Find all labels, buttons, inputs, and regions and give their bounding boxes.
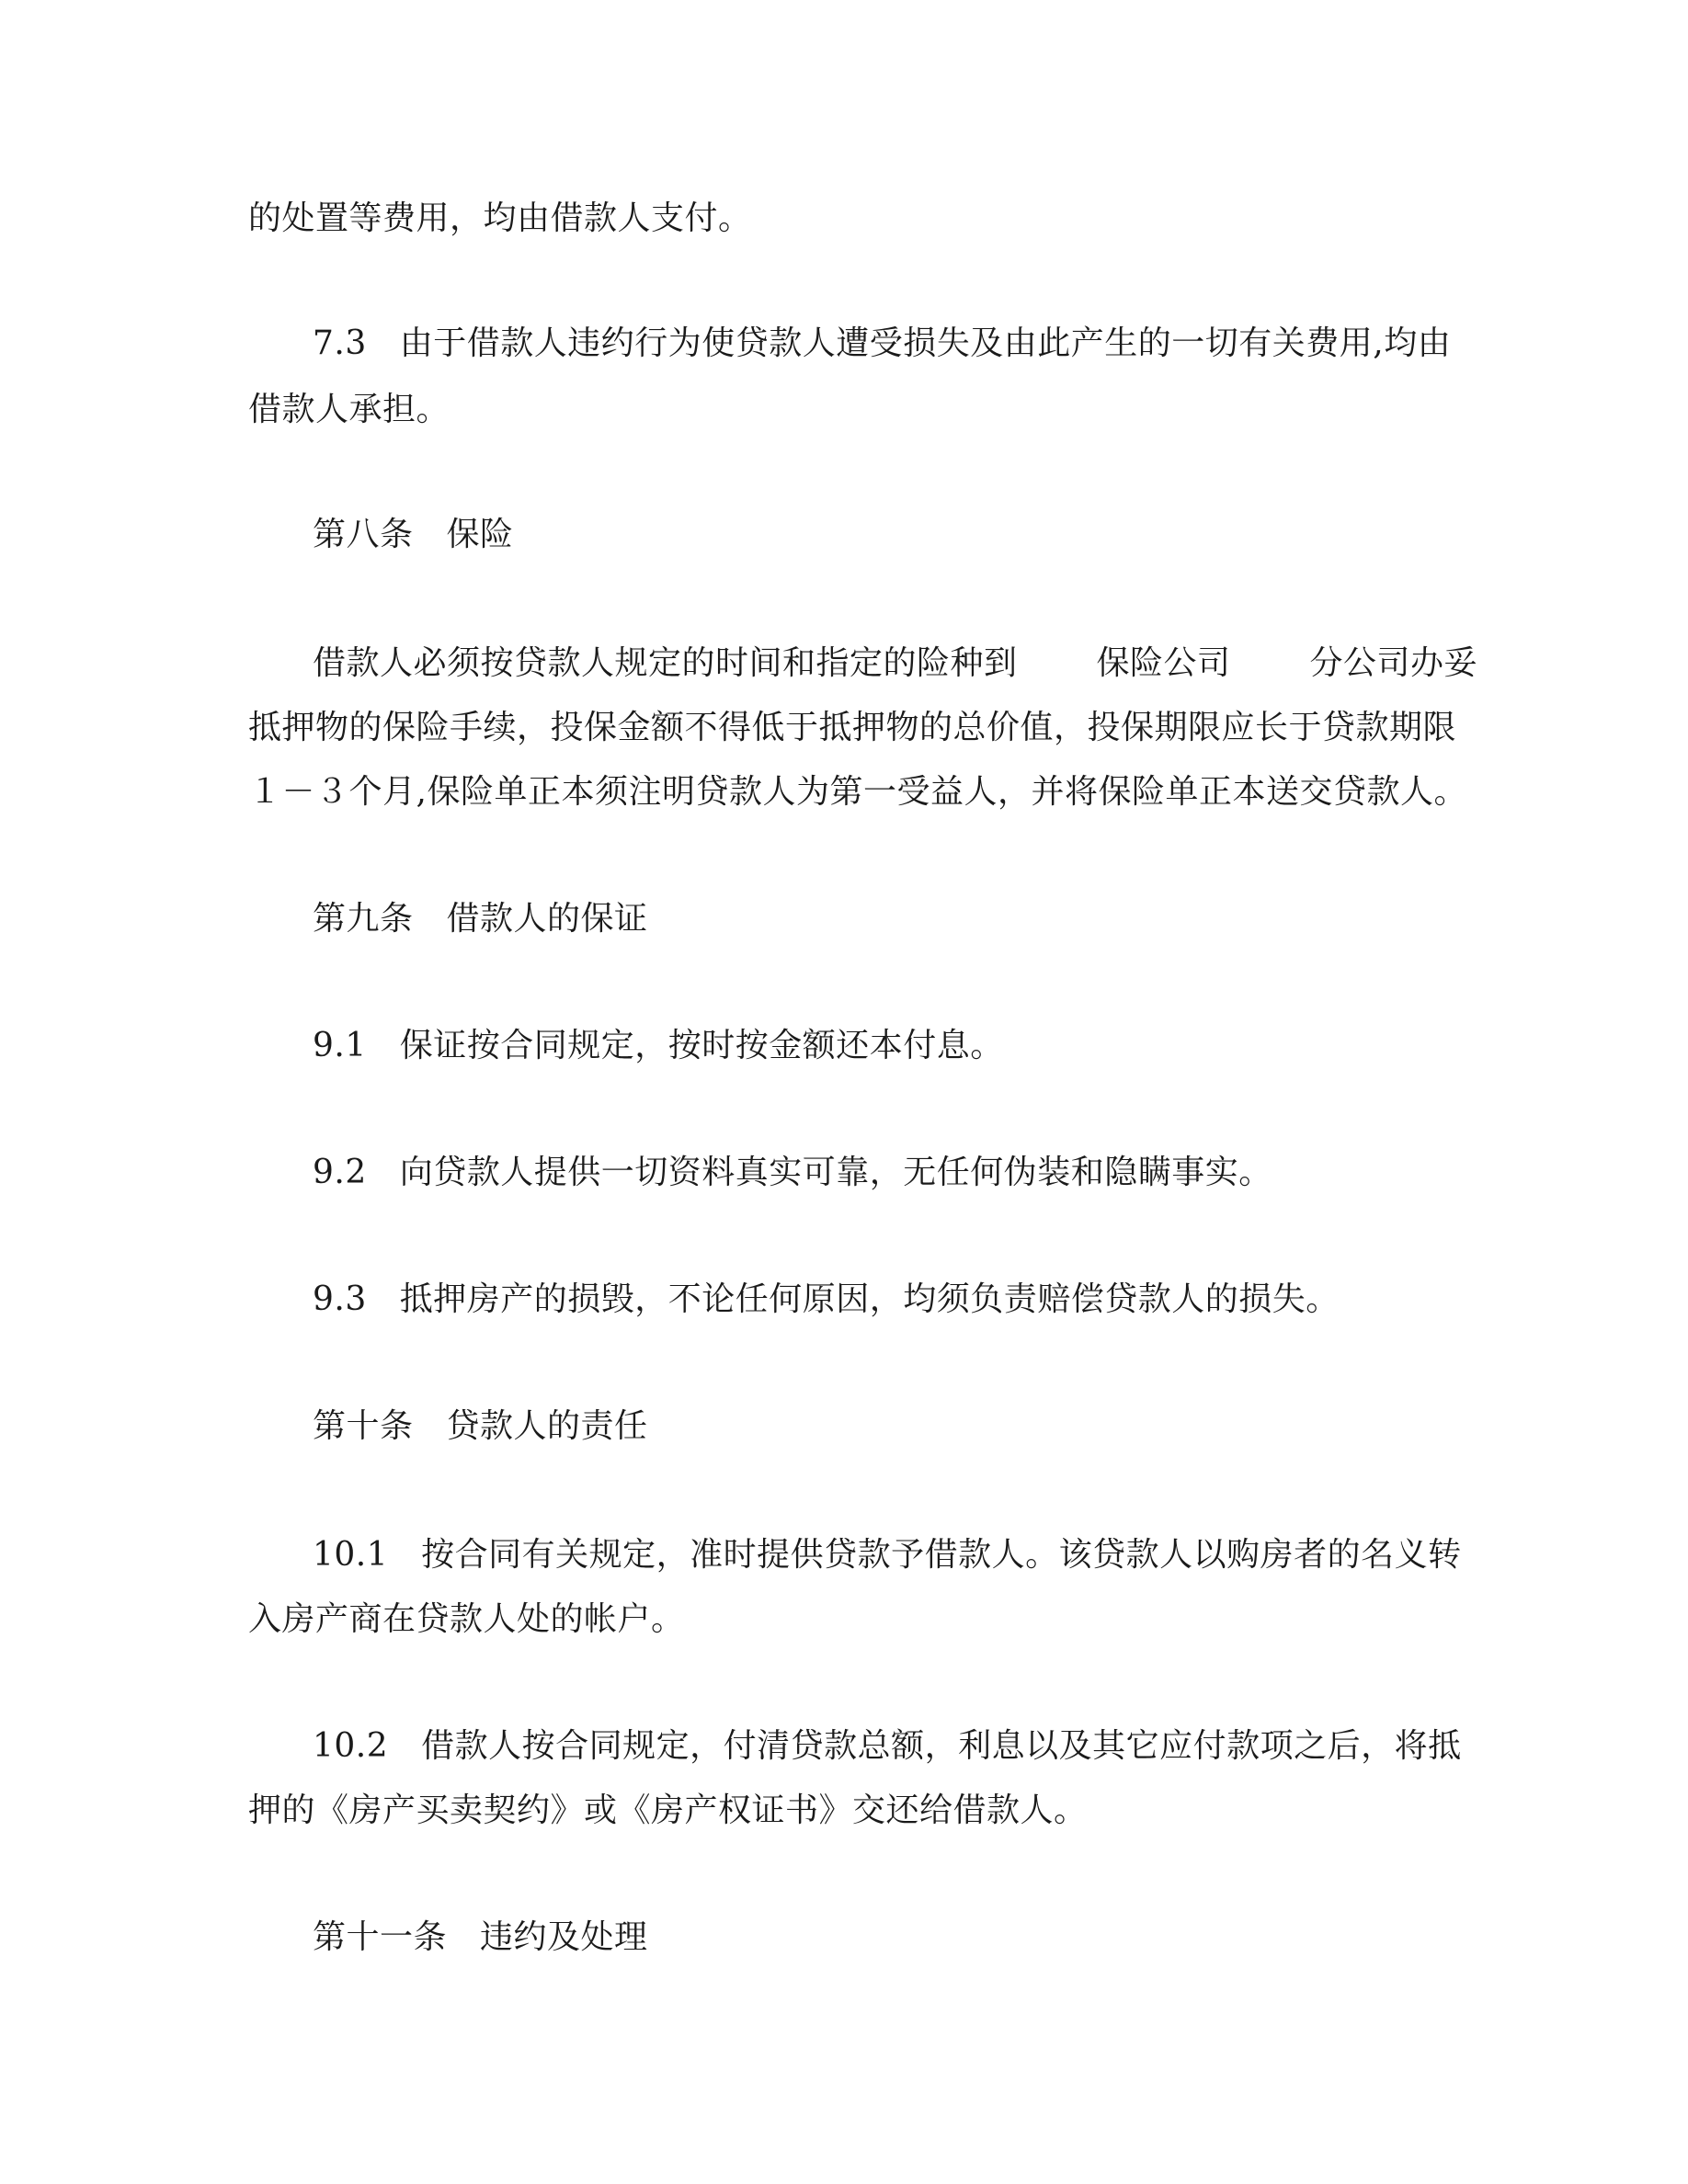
clause-text: 保证按合同规定，按时按金额还本付息。 bbox=[399, 1027, 1004, 1064]
clause-text: 向贷款人提供一切资料真实可靠，无任何伪装和隐瞒事实。 bbox=[399, 1154, 1272, 1191]
text: 入房产商在贷款人处的帐户。 bbox=[248, 1600, 685, 1638]
article-10-heading bbox=[313, 1405, 648, 1449]
text: 保险公司 bbox=[1096, 644, 1231, 682]
article-label: 第十条 bbox=[313, 1407, 414, 1445]
clause-text: 借款人按合同规定，付清贷款总额，利息以及其它应付款项之后，将抵 bbox=[421, 1727, 1462, 1765]
article-title: 保险 bbox=[446, 516, 514, 553]
clause-number: 9.1 bbox=[313, 1027, 367, 1064]
article-title: 违约及处理 bbox=[480, 1918, 648, 1956]
clause-number: 9.2 bbox=[313, 1154, 367, 1191]
clause-text: 抵押房产的损毁，不论任何原因，均须负责赔偿贷款人的损失。 bbox=[399, 1280, 1340, 1318]
article-9-heading bbox=[313, 897, 648, 941]
paragraph-line bbox=[248, 706, 1456, 750]
clause-text: 按合同有关规定，准时提供贷款予借款人。该贷款人以购房者的名义转 bbox=[421, 1536, 1462, 1574]
article-8-heading bbox=[313, 513, 514, 557]
article-title: 借款人的保证 bbox=[446, 900, 648, 938]
text: 借款人必须按贷款人规定的时间和指定的险种到 bbox=[313, 644, 1018, 682]
article-label: 第十一条 bbox=[313, 1918, 448, 1956]
clause-7-3 bbox=[313, 322, 1451, 366]
paragraph-line bbox=[313, 642, 1477, 686]
text: １－３个月,保险单正本须注明贷款人为第一受益人，并将保险单正本送交贷款人。 bbox=[248, 773, 1467, 811]
clause-number: 9.3 bbox=[313, 1280, 367, 1318]
paragraph-line bbox=[248, 1598, 685, 1642]
text: 分公司办妥 bbox=[1309, 644, 1478, 682]
clause-number: 7.3 bbox=[313, 324, 367, 362]
text: 借款人承担。 bbox=[248, 391, 451, 428]
article-11-heading bbox=[313, 1916, 648, 1960]
clause-10-2 bbox=[313, 1724, 1462, 1769]
clause-number: 10.1 bbox=[313, 1536, 389, 1574]
paragraph-line bbox=[248, 197, 752, 241]
text: 的处置等费用，均由借款人支付。 bbox=[248, 199, 752, 237]
clause-9-3 bbox=[313, 1278, 1340, 1322]
paragraph-line bbox=[248, 388, 450, 432]
article-label: 第八条 bbox=[313, 516, 414, 553]
clause-10-1 bbox=[313, 1533, 1462, 1577]
clause-text: 由于借款人违约行为使贷款人遭受损失及由此产生的一切有关费用,均由 bbox=[399, 324, 1452, 362]
paragraph-line bbox=[248, 1789, 1088, 1833]
clause-9-2 bbox=[313, 1151, 1272, 1195]
text: 抵押物的保险手续，投保金额不得低于抵押物的总价值，投保期限应长于贷款期限 bbox=[248, 709, 1457, 746]
text: 押的《房产买卖契约》或《房产权证书》交还给借款人。 bbox=[248, 1792, 1088, 1829]
paragraph-line bbox=[248, 770, 1467, 814]
article-title: 贷款人的责任 bbox=[446, 1407, 648, 1445]
clause-number: 10.2 bbox=[313, 1727, 389, 1765]
article-label: 第九条 bbox=[313, 900, 414, 938]
clause-9-1 bbox=[313, 1024, 1004, 1068]
